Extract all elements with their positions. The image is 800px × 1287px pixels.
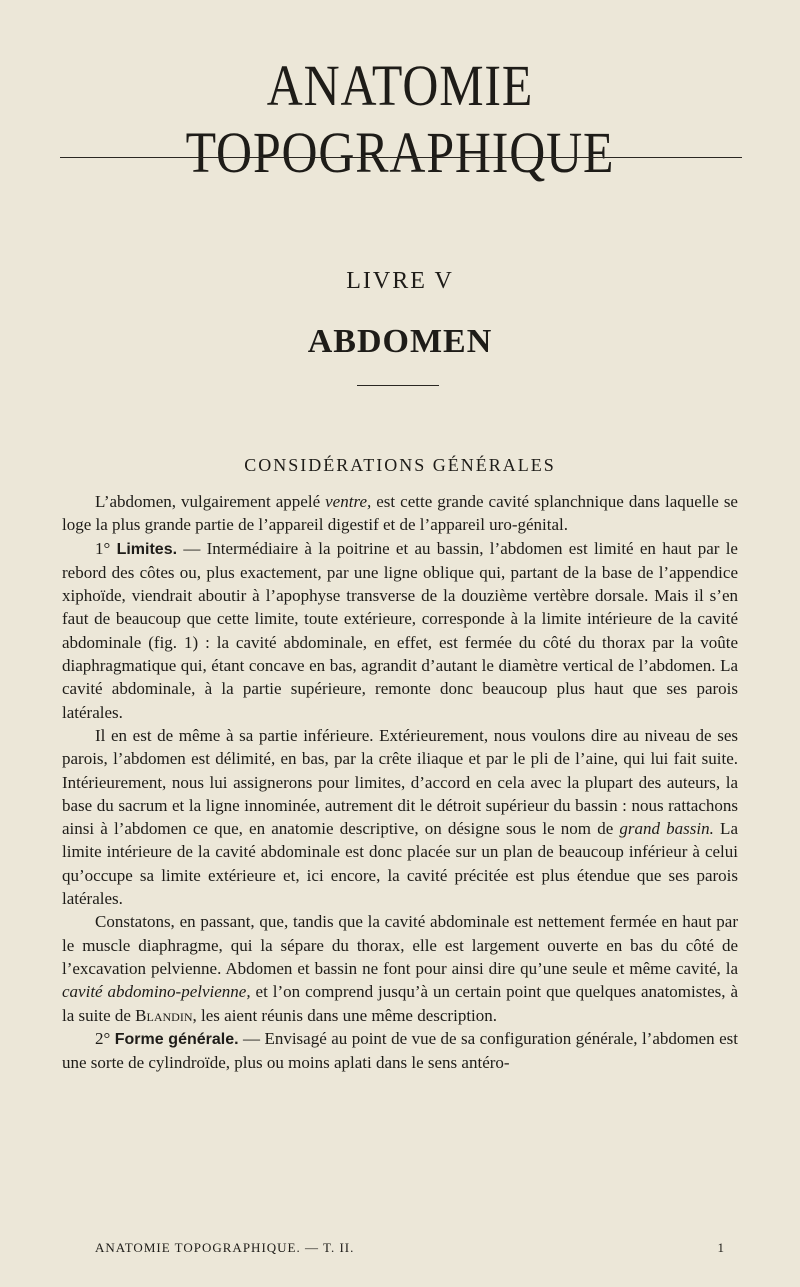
subheading-forme: Forme générale.: [114, 1030, 239, 1048]
paragraph-limites: 1° Limites. — Intermédiaire à la poitrine et au bassin, l’abdomen est limité en haut par le rebord des côtes ou, plus exactement, par une ligne oblique qui, partant de la base de l’appendice xiphoïde, viendrait aboutir à l’apophyse transverse de la douzième vertèbre dorsale. Mais il s’en faut de beaucoup que cette limite, toute extérieure, corresponde à la limite intérieure de la cavité abdominale (fig. 1) : la cavité abdominale, en effet, est fermée du côté du thorax par la voûte diaphragmatique qui, étant concave en bas, agrandit d’autant le diamètre vertical de l’abdomen. La cavité abdominale, à la partie supérieure, remonte donc beaucoup plus haut que ses parois latérales.: [62, 538, 738, 722]
subheading-limites: Limites.: [116, 540, 178, 558]
title-rule: [60, 157, 742, 158]
emphasis: grand bassin.: [619, 819, 714, 839]
paragraph-inferieure: Il en est de même à sa partie inférieure. Extérieurement, nous voulons dire au niveau de ses parois, l’abdomen est délimité, en bas, par la crête iliaque et par le pli de l’aine, qui lui fait suite. Intérieurement, nous lui assignerons pour limites, d’accord en cela avec la plupart des auteurs, la base du sacrum et la ligne innominée, autrement dit le détroit supérieur du bassin : nous rattachons ainsi à l’abdomen ce que, en anatomie descriptive, on désigne sous le nom de grand bassin. La limite intérieure de la cavité abdominale est donc placée sur un plan de beaucoup inférieur à celui qu’occupe sa limite extérieure et, ici encore, la cavité précitée est plus étendue que ses parois latérales.: [62, 725, 738, 909]
emphasis: cavité abdomino-pelvienne,: [62, 982, 251, 1002]
section-title: CONSIDÉRATIONS GÉNÉRALES: [244, 455, 556, 475]
paragraph-constatons: Constatons, en passant, que, tandis que la cavité abdominale est nettement fermée en haut par le muscle diaphragme, qui la sépare du thorax, elle est largement ouverte en bas du côté de l’excavation pelvienne. Abdomen et bassin ne font pour ainsi dire qu’une seule et même cavité, la cavité abdomino-pelvienne, et l’on comprend jusqu’à un certain point que quelques anatomistes, à la suite de Blandin, les aient réunis dans une même description.: [62, 912, 738, 1025]
paragraph-forme: 2° Forme générale. — Envisagé au point de vue de sa configuration générale, l’abdomen est une sorte de cylindroïde, plus ou moins aplati dans le sens antéro-: [62, 1028, 738, 1073]
page-number: 1: [717, 1240, 725, 1255]
body-text: [62, 490, 738, 1074]
running-title: ANATOMIE TOPOGRAPHIQUE: [185, 53, 615, 185]
paragraph-intro: L’abdomen, vulgairement appelé ventre, est cette grande cavité splanchnique dans laquelle se loge la plus grande partie de l’appareil digestif et de l’appareil uro-génital.: [62, 492, 738, 535]
footer-signature: ANATOMIE TOPOGRAPHIQUE. — T. II.: [95, 1240, 355, 1255]
emphasis: ventre,: [325, 492, 372, 511]
book-title: ABDOMEN: [307, 323, 493, 360]
book-label: LIVRE V: [346, 268, 454, 294]
title-divider: [357, 385, 439, 386]
page-footer: [95, 1240, 725, 1256]
author-name: Blandin: [135, 1005, 193, 1025]
